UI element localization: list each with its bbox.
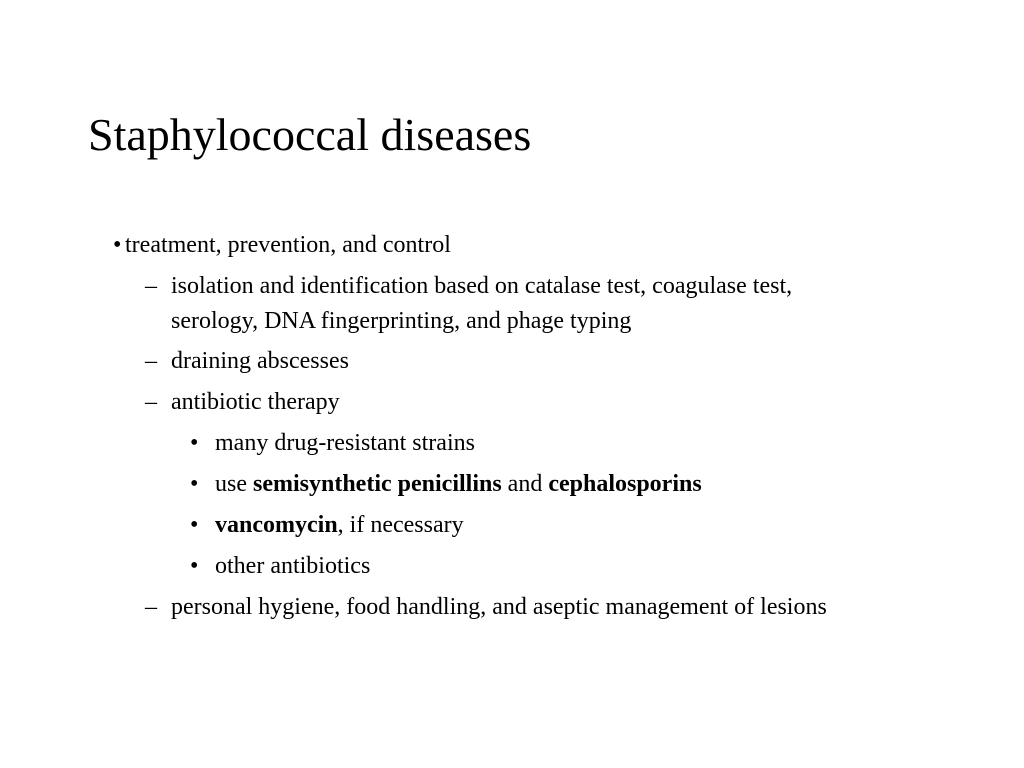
bullet-marker: • [190,471,199,497]
sub-item-personal-hygiene: personal hygiene, food handling, and aseptic management of lesions [171,594,827,620]
sub-sub-item-semisynthetic [215,469,702,499]
dash-marker: – [145,594,157,620]
dash-marker: – [145,389,157,415]
bullet-marker: • [190,512,199,538]
sub-sub-item-other-antibiotics: other antibiotics [215,553,371,579]
bullet-marker: • [190,430,199,456]
sub-sub-item-vancomycin [215,510,464,540]
bullet-marker: • [113,232,122,258]
text-vancomycin: vancomycin [215,512,338,538]
text-use: use [215,471,253,497]
text-cephalosporins: cephalosporins [548,471,702,497]
sub-sub-item-drug-resistant: many drug-resistant strains [215,430,475,456]
sub-item-draining: draining abscesses [171,348,349,374]
text-and: and [501,471,549,497]
sub-item-isolation-line1: isolation and identification based on catalase test, coagulase test, [171,273,793,299]
sub-item-isolation-line2: serology, DNA fingerprinting, and phage typing [171,308,632,334]
text-if-necessary: , if necessary [337,512,464,538]
dash-marker: – [145,348,157,374]
bullet-item-treatment: treatment, prevention, and control [125,232,451,258]
sub-item-antibiotic-therapy: antibiotic therapy [171,389,340,415]
bullet-marker: • [190,553,199,579]
dash-marker: – [145,273,157,299]
text-semisynthetic-penicillins: semisynthetic penicillins [253,471,502,497]
slide-title: Staphylococcal diseases [88,109,532,160]
